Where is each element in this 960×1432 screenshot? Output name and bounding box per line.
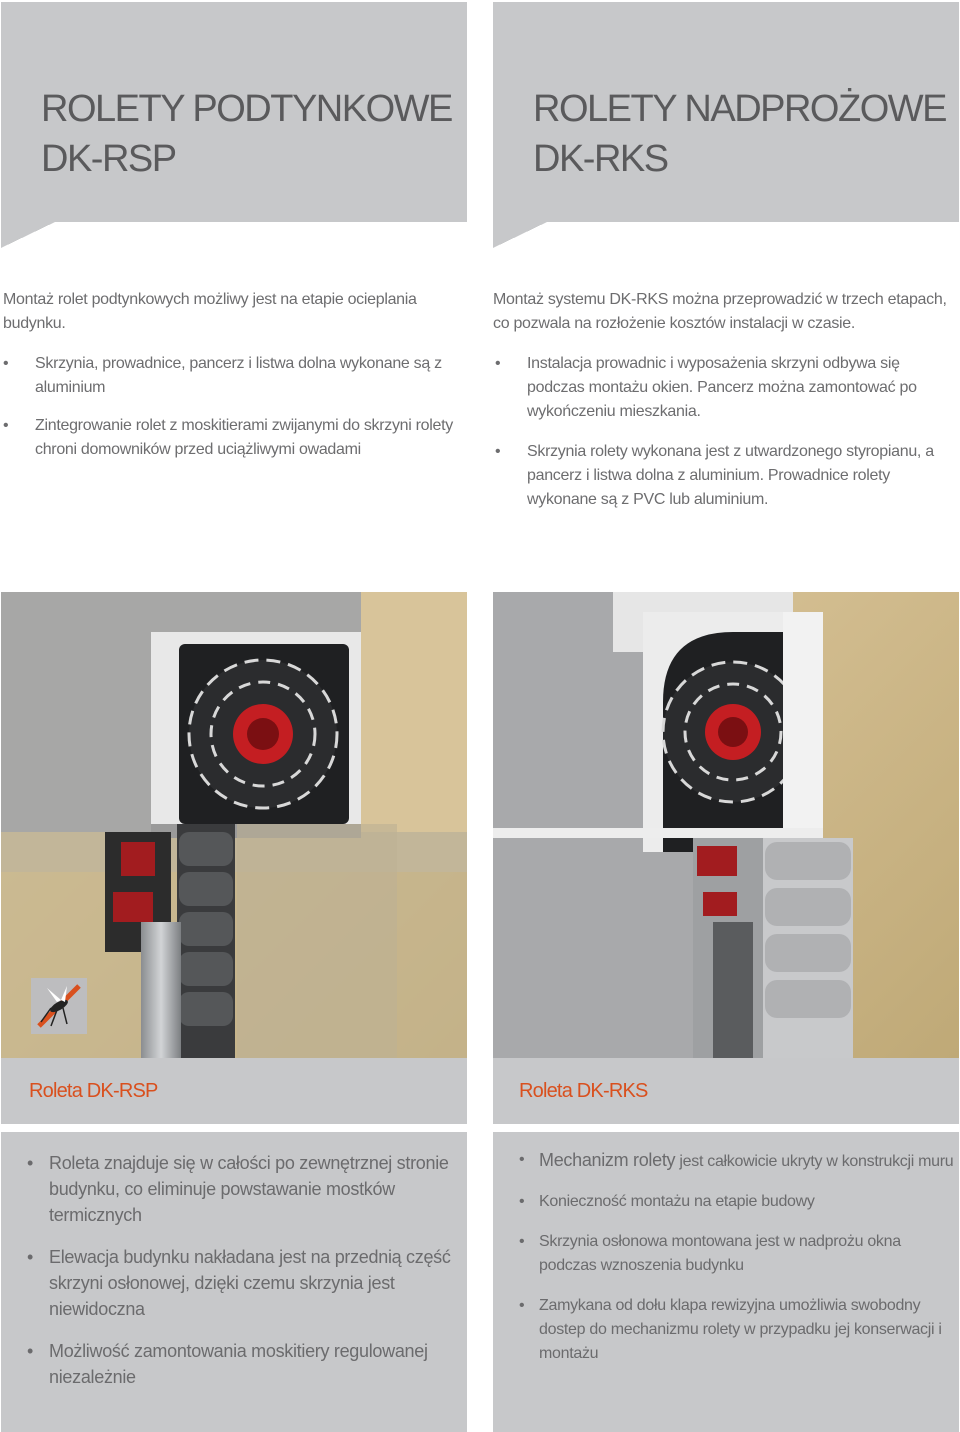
bullet-icon: • [27,1247,34,1267]
bullet-icon: • [3,355,9,372]
list-item: • Możliwość zamontowania moskitiery regulowanej niezależnie [1,1338,467,1390]
divider [1,1124,467,1132]
list-item: • Mechanizm rolety jest całkowicie ukryty w konstrukcji muru [519,1150,954,1170]
summary-list [493,1148,959,1382]
title-box-notch [1,222,55,248]
panel-title: Roleta DK-RKS [519,1080,648,1102]
bullet-icon: • [519,1297,525,1314]
summary-list [1,1150,467,1406]
bullet-icon: • [495,355,501,372]
product-photo-dk-rks [493,592,959,1058]
bullet-icon: • [3,417,9,434]
page-title-line1: ROLETY PODTYNKOWE [41,88,452,130]
list-item: • Instalacja prowadnic i wyposażenia skrzyni odbywa się podczas montażu okien. Pancerz można zamontować po wykończeniu mieszkania. [493,352,959,424]
intro-text: Montaż rolet podtynkowych możliwy jest na etapie ocieplania budynku. [3,291,417,332]
title-box-dk-rks [493,2,959,222]
bullet-icon: • [519,1151,525,1168]
bullet-icon: • [519,1193,525,1210]
intro-text: Montaż systemu DK-RKS można przeprowadzić w trzech etapach, co pozwala na rozłożenie kosztów instalacji w czasie. [493,291,947,332]
bullet-icon: • [495,443,501,460]
feature-list [493,352,959,528]
page-title-line2: DK-RSP [41,138,176,180]
title-box-dk-rsp [1,2,467,222]
summary-panel-dk-rsp [1,1058,467,1432]
list-item: • Zamykana od dołu klapa rewizyjna umożliwia swobodny dostep do mechanizmu rolety w przypadku jej konserwacji i montażu [493,1294,959,1366]
list-item: • Elewacja budynku nakładana jest na przednią część skrzyni osłonowej, dzięki czemu skrzynia jest niewidoczna [1,1244,467,1322]
summary-panel-dk-rks [493,1058,959,1432]
product-photo-dk-rsp [1,592,467,1058]
bullet-icon: • [27,1341,34,1361]
list-item: • Roleta znajduje się w całości po zewnętrznej stronie budynku, co eliminuje powstawanie mostków termicznych [1,1150,467,1228]
bullet-icon: • [27,1153,34,1173]
panel-title: Roleta DK-RSP [29,1080,158,1102]
column-dk-rks [493,0,959,1432]
roller-shutter-cross-section-image [493,592,959,1058]
page-title-line2: DK-RKS [533,138,668,180]
divider [493,1124,959,1132]
list-item: • Skrzynia rolety wykonana jest z utwardzonego styropianu, a pancerz i listwa dolna z aluminium. Prowadnice rolety wykonane są z PVC lub aluminium. [493,440,959,512]
page-title-line1: ROLETY NADPROŻOWE [533,88,946,130]
feature-list [1,352,467,476]
title-box-notch [493,222,547,248]
list-item: • Skrzynia osłonowa montowana jest w nadprożu okna podczas wznoszenia budynku [493,1230,959,1278]
column-dk-rsp [1,0,467,1432]
list-item: • Zintegrowanie rolet z moskitierami zwijanymi do skrzyni rolety chroni domowników przed uciążliwymi owadami [1,414,467,462]
list-item: • Skrzynia, prowadnice, pancerz i listwa dolna wykonane są z aluminium [1,352,467,400]
bullet-icon: • [519,1233,525,1250]
mosquito-prohibited-icon [31,978,87,1034]
list-item: • Konieczność montażu na etapie budowy [493,1190,959,1214]
